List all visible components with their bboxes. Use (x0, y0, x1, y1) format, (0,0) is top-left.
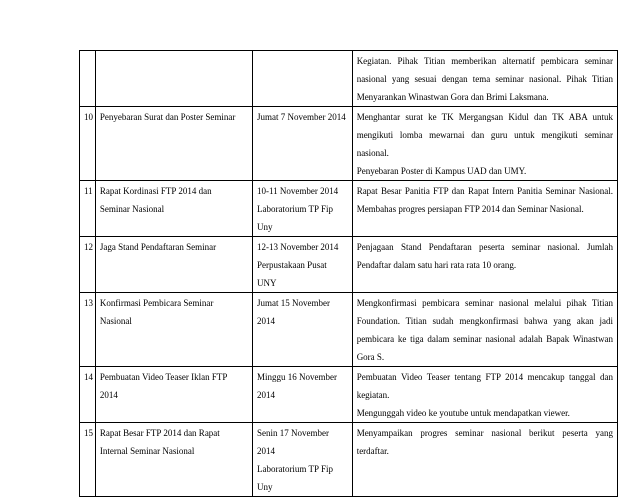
row-number-cell: 11 (80, 181, 96, 237)
table-row (80, 237, 618, 293)
table-row (80, 181, 618, 237)
date-location-line: Minggu 16 November (256, 372, 337, 382)
date-location-cell (252, 367, 352, 423)
activity-report-table (79, 50, 618, 497)
activity-line: Jaga Stand Pendaftaran Seminar (99, 242, 217, 252)
activity-cell (95, 181, 252, 237)
description-line: Rapat Besar Panitia FTP dan Rapat Intern Panitia Seminar Nasional. Membahas progres persiapan FTP 2014 dan Seminar Nasional. (356, 186, 613, 214)
activity-cell (95, 51, 252, 107)
date-location-cell (252, 107, 352, 181)
date-location-cell (252, 51, 352, 107)
description-line: Penjagaan Stand Pendaftaran peserta seminar nasional. Jumlah Pendaftar dalam satu hari rata rata 10 orang. (356, 242, 613, 270)
activity-cell (95, 107, 252, 181)
activity-line: Penyebaran Surat dan Poster Seminar (99, 112, 236, 122)
table-row (80, 107, 618, 181)
date-location-line: 10-11 November 2014 (256, 186, 339, 196)
description-cell (352, 293, 617, 367)
row-number-cell (80, 51, 96, 107)
row-number-cell: 13 (80, 293, 96, 367)
description-cell (352, 423, 617, 497)
date-location-cell (252, 181, 352, 237)
description-cell (352, 107, 617, 181)
date-location-line: Jumat 15 November 2014 (256, 298, 330, 326)
date-location-line: Senin 17 November 2014 (256, 428, 329, 456)
table-row (80, 423, 618, 497)
activity-line: Internal Seminar Nasional (99, 446, 195, 456)
description-cell (352, 367, 617, 423)
activity-cell (95, 367, 252, 423)
description-cell (352, 181, 617, 237)
table-row (80, 367, 618, 423)
date-location-cell (252, 237, 352, 293)
activity-line: Konfirmasi Pembicara Seminar (99, 298, 214, 308)
activity-line: Rapat Besar FTP 2014 dan Rapat (99, 428, 220, 438)
date-location-line: 2014 (256, 390, 275, 400)
description-line: Penyebaran Poster di Kampus UAD dan UMY. (356, 166, 527, 176)
description-cell (352, 237, 617, 293)
date-location-cell (252, 423, 352, 497)
date-location-line: Laboratorium TP Fip Uny (256, 204, 333, 232)
description-line: Menghantar surat ke TK Mergangsan Kidul dan TK ABA untuk mengikuti lomba mewarnai dan guru untuk mengikuti seminar nasional. (356, 112, 613, 158)
activity-line: Pembuatan Video Teaser Iklan FTP (99, 372, 228, 382)
date-location-line: Laboratorium TP Fip Uny (256, 464, 333, 492)
activity-cell (95, 423, 252, 497)
row-number-cell: 12 (80, 237, 96, 293)
activity-line: Nasional (99, 316, 132, 326)
description-line: Pembuatan Video Teaser tentang FTP 2014 mencakup tanggal dan kegiatan. (356, 372, 613, 400)
date-location-line: Jumat 7 November 2014 (256, 112, 346, 122)
activity-line: Seminar Nasional (99, 204, 165, 214)
description-line: Mengunggah video ke youtube untuk mendapatkan viewer. (356, 408, 570, 418)
activity-line: 2014 (99, 390, 118, 400)
row-number-cell: 15 (80, 423, 96, 497)
date-location-cell (252, 293, 352, 367)
row-number-cell: 14 (80, 367, 96, 423)
activity-cell (95, 237, 252, 293)
date-location-line: Perpustakaan Pusat UNY (256, 260, 327, 288)
activity-cell (95, 293, 252, 367)
activity-line: Rapat Kordinasi FTP 2014 dan (99, 186, 212, 196)
description-line: Mengkonfirmasi pembicara seminar nasional melalui pihak Titian Foundation. Titian sudah mengkonfirmasi bahwa yang akan jadi pembicara ke tiga dalam seminar nasional adalah Bapak Winastwan Gora S. (356, 298, 613, 362)
table-body (80, 51, 618, 497)
row-number-cell: 10 (80, 107, 96, 181)
table-row (80, 51, 618, 107)
description-line: Kegiatan. Pihak Titian memberikan alternatif pembicara seminar nasional yang sesuai dengan tema seminar nasional. Pihak Titian Menyarankan Winastwan Gora dan Brimi Laksmana. (356, 56, 613, 102)
date-location-line: 12-13 November 2014 (256, 242, 339, 252)
table-row (80, 293, 618, 367)
description-line: Menyampaikan progres seminar nasional berikut peserta yang terdaftar. (356, 428, 613, 456)
description-cell (352, 51, 617, 107)
